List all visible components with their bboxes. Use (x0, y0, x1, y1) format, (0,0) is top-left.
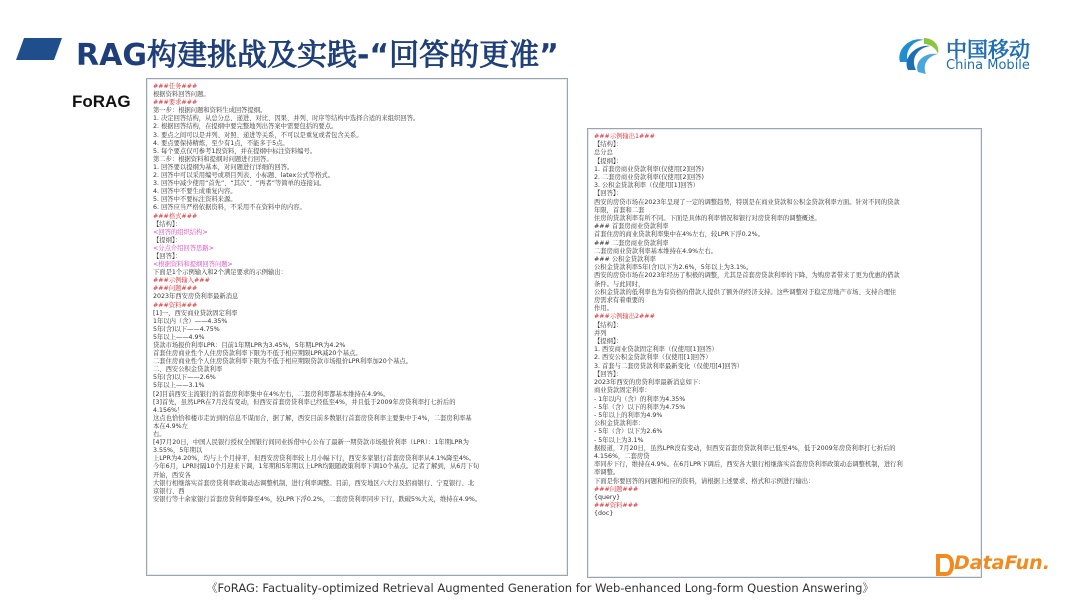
prompt-text-line: ###问题### (594, 485, 639, 493)
prompt-text-line: 首套住房商业性个人住房贷款利率下限为不低于相应期限LPR减20个基点。 (153, 350, 362, 358)
prompt-text-line: - 5年（含）以下的利率为4.75% (594, 403, 686, 411)
prompt-text-line: 并列 (594, 329, 607, 337)
prompt-text-line: 5. 回答中不要标注资料来源。 (153, 196, 237, 204)
prompt-text-line: 率同步下行，维持在4.9%。在6月LPR下调后，西安各大银行相继落实首套房贷利率政策动态调整机制，进行利 (594, 461, 903, 469)
prompt-text-line: - 5年以上为3.1% (594, 436, 644, 444)
prompt-text-line: 3. 要点之间可以是并列、对照、递进等关系，不可以是重复或者包含关系。 (153, 131, 363, 139)
prompt-text-line: 【提纲】： (153, 236, 182, 244)
prompt-text-line: 【结构】： (153, 220, 182, 228)
prompt-text-line: 首套住房的商业贷款利率集中在4%左右，较LPR下浮0.2%。 (594, 231, 764, 239)
paper-citation-caption: 《FoRAG: Factuality-optimized Retrieval Augmented Generation for Web-enhanced Long-form Question Answering》 (206, 581, 874, 595)
prompt-text-line: 【提纲】： (594, 157, 623, 165)
prompt-text-line: 5年以上——3.1% (153, 382, 205, 390)
prompt-text-line: 5年以上——4.9% (153, 333, 205, 341)
china-mobile-logo (894, 32, 1054, 80)
prompt-text-line: 公积金贷款的低利率也为有资格的借款人提供了额外的经济支持。这些调整对于稳定房地产市场、支持合理住 (594, 288, 897, 296)
prompt-text-line: 6. 回答应当严格依据资料，不采用不在资料中的内容。 (153, 204, 306, 212)
prompt-text-line: 1. 西安商业贷款固定利率（仅使用[1]回答） (594, 346, 718, 354)
prompt-text-line: 1. 决定回答结构，从总分总、递进、对比、因果、并列、时序等结构中选择合适的来组织回答。 (153, 115, 420, 123)
prompt-text-line: 住房的贷款利率有所不同。下面是具体的利率情况和银行对房贷利率的调整概述。 (594, 215, 821, 223)
prompt-text-line: 2. 西安公积金贷款利率（仅使用[1]回答） (594, 354, 712, 362)
prompt-text-line: <分点介绍回答思路> (153, 244, 214, 252)
page-title: RAG构建挑战及实践-“回答的更准” (76, 38, 559, 73)
prompt-text-line: 京银行、西 (153, 487, 185, 495)
prompt-text-line: <回答的组织结构> (153, 228, 208, 236)
prompt-text-line: ### 公积金贷款利率 (594, 256, 656, 264)
datafun-wordmark: DataFun. (954, 552, 1050, 574)
prompt-text-line: 2. 回答中可以采用编号或项目列表、小标题、latex公式等格式。 (153, 172, 334, 180)
prompt-text-line: 【结构】： (594, 321, 623, 329)
prompt-text-line: 作用。 (594, 305, 613, 313)
prompt-text-line: 公积金贷款利率5年(含)以下为2.6%，5年以上为3.1%。 (594, 264, 753, 272)
prompt-text-line: 房需求有着重要的 (594, 297, 645, 305)
prompt-text-line: 5年(含)以下——2.6% (153, 374, 216, 382)
prompt-text-line: 2. 二套房商业贷款利率(仅使用[2]回答) (594, 174, 704, 182)
prompt-text-line: ###要求### (153, 99, 198, 107)
prompt-text-line: [4]7月20日，中国人民银行授权全国银行间同业拆借中心公布了最新一期贷款市场报价利率（LPR）：1年期LPR为 (153, 439, 469, 447)
prompt-text-line: 【回答】： (594, 370, 623, 378)
prompt-text-line: 3.55%，5年期以 (153, 447, 203, 455)
prompt-text-line: 条件。与此同时， (594, 280, 645, 288)
prompt-text-line: 【回答】： (153, 252, 182, 260)
prompt-text-line: [1]一、西安商业贷款固定利率 (153, 309, 238, 317)
prompt-text-line: 4.156%，二套房贷 (594, 452, 650, 460)
prompt-text-line: 本在4.9%左 (153, 422, 188, 430)
prompt-text-line: 安银行等十余家银行首套房贷利率降至4%，较LPR下浮0.2%，二套房贷利率同步下行，跌破5%大关，维持在4.9%。 (153, 495, 482, 503)
prompt-text-line: 【回答】： (594, 190, 623, 198)
prompt-text-line: 4. 要点要保持精炼，至少有1点，不能多于5点。 (153, 139, 289, 147)
prompt-text-line: ###资料### (594, 502, 639, 510)
prompt-text-line: 右。 (153, 431, 166, 439)
title-accent-bar (16, 38, 62, 60)
prompt-text-line: 商业贷款固定利率： (594, 387, 651, 395)
prompt-text-line: ###格式### (153, 212, 198, 220)
prompt-text-line: ###示例输出2### (594, 313, 655, 321)
prompt-text-line: 2023年西安房贷利率最新消息 (153, 293, 239, 301)
prompt-text-line: ### 二套房商业贷款利率 (594, 239, 669, 247)
prompt-text-line: - 5年以上的利率为4.9% (594, 411, 663, 419)
prompt-text-line: 贷款市场报价利率LPR：目前1年期LPR为3.45%，5年期LPR为4.2% (153, 342, 346, 349)
china-mobile-emblem-icon (894, 32, 942, 78)
datafun-logo (934, 550, 1054, 580)
prompt-text-line: 率调整。 (594, 469, 620, 477)
prompt-text-line: {doc} (594, 510, 614, 518)
prompt-text-line: 1. 回答要以提纲为基本，对问题进行详细的回答。 (153, 163, 294, 171)
prompt-text-line: 3. 首套与二套房贷款利率最新变化（仅使用[4]回答） (594, 362, 744, 370)
prompt-text-line: 下面是你要回答的问题和相应的资料，请根据上述要求、格式和示例进行输出： (594, 477, 815, 485)
prompt-text-line: {query} (594, 493, 621, 501)
prompt-text-line: 大银行相继落实首套房贷利率政策动态调整机制，进行利率调整。目前，西安地区六大行及招商银行、宁夏银行、北 (153, 479, 475, 487)
datafun-emblem-icon (934, 552, 956, 578)
prompt-text-line: 1. 首套房商业贷款利率(仅使用[2]回答) (594, 165, 704, 173)
prompt-text-line: 二套房商业贷款利率基本维持在4.9%左右。 (594, 247, 718, 255)
prompt-text-line: 西安的房贷市场在2023年呈现了一定的调整趋势，特别是在商业贷款和公积金贷款利率方面。针对不同的贷款 (594, 198, 900, 206)
prompt-text-line: - 1年以内（含）的利率为4.35% (594, 395, 686, 403)
prompt-text-line: ###示例输入### (153, 277, 210, 285)
prompt-text-line: 总分总 (594, 149, 613, 157)
prompt-panel-right (587, 128, 982, 578)
prompt-text-line: ###问题### (153, 285, 198, 293)
prompt-text-line: [3]首先，虽然LPR在7月没有变动，但西安首套房贷利率已经低至4%，并且低于2009年房贷利率打七折后的 (153, 398, 456, 406)
china-mobile-name-cn: 中国移动 (946, 38, 1030, 62)
prompt-text-line: 【结构】： (594, 141, 623, 149)
prompt-text-line: 下面是1个示例输入和2个满足要求的示例输出： (153, 269, 287, 277)
prompt-text-line: 年限，首套和二套 (594, 206, 645, 214)
china-mobile-name-en: China Mobile (946, 58, 1030, 73)
prompt-text-line: 西安的房贷市场在2023年经历了积极的调整，尤其是首套房贷款利率的下降，为购房者带来了更为优惠的借款 (594, 272, 900, 280)
prompt-text-line: 5. 每个要点仅可参考1段资料，并在提纲中标注资料编号。 (153, 147, 317, 155)
prompt-text-line: 第二步：根据资料和提纲对问题进行回答。 (153, 155, 273, 163)
prompt-text-line: 公积金贷款利率： (594, 420, 645, 428)
prompt-text-line: [2]目前西安主流银行的首套房利率集中在4%左右，二套房利率都基本维持在4.9%。 (153, 390, 390, 398)
prompt-text-line: 第一步：根据问题和资料生成回答提纲。 (153, 107, 267, 115)
prompt-text-line: 二套住房商业性个人住房贷款利率下限为不低于相应期限贷款市场报价LPR利率加20个基点。 (153, 358, 412, 366)
prompt-text-line: 5年(含)以下——4.75% (153, 325, 220, 333)
prompt-text-line: 4.156%！ (153, 406, 184, 414)
prompt-text-line: 今年6月，LPR时隔10个月迎来下调，1年期和5年期以上LPR均跟随政策利率下调10个基点。记者了解到，从6月下旬 (153, 463, 480, 471)
prompt-text-line: 2. 根据回答结构，在提纲中要完整地列出答案中需要包括的要点。 (153, 123, 338, 131)
prompt-text-line: - 5年（含）以下为2.6% (594, 428, 663, 436)
prompt-text-line: ###示例输出1### (594, 133, 655, 140)
prompt-text-line: 2023年西安的房贷利率最新消息如下： (594, 379, 705, 387)
section-label: FoRAG (72, 92, 131, 111)
prompt-text-line: <根据资料和提纲回答问题> (153, 261, 233, 269)
prompt-text-line: 【提纲】： (594, 338, 623, 346)
prompt-text-line: 1年以内（含）——4.35% (153, 317, 228, 325)
prompt-text-line: ###资料### (153, 301, 198, 309)
prompt-text-line: 根据资料回答问题。 (153, 91, 210, 99)
prompt-text-line: 这点也恰恰和楼市走访到的信息不谋而合，据了解，西安目前多数银行首套房贷利率主要集中于4%，二套房利率基 (153, 414, 472, 422)
prompt-text-line: 4. 回答中不要生成重复内容。 (153, 188, 237, 196)
prompt-text-line: 3. 回答中减少使用“首先”、“其次”、“再者”等简单的连接词。 (153, 180, 326, 188)
prompt-text-line: ### 首套房商业贷款利率 (594, 223, 669, 231)
prompt-text-line: 据报道，7月20日，虽然LPR没有变动，但西安首套房贷款利率已低至4%，低于2009年房贷利率打七折后的 (594, 444, 896, 452)
prompt-text-line: 3. 公积金贷款利率（仅使用[1]回答） (594, 182, 700, 190)
prompt-text-line: ###任务### (153, 83, 198, 90)
prompt-text-line: 上LPR为4.20%，均与上个月持平，但西安房贷利率较上月小幅下行，西安多家银行首套房贷利率从4.1%降至4%。 (153, 455, 476, 463)
prompt-text-line: 开始，西安各 (153, 471, 191, 479)
prompt-text-line: 二、西安公积金贷款利率 (153, 366, 223, 374)
prompt-panel-left (146, 78, 568, 576)
